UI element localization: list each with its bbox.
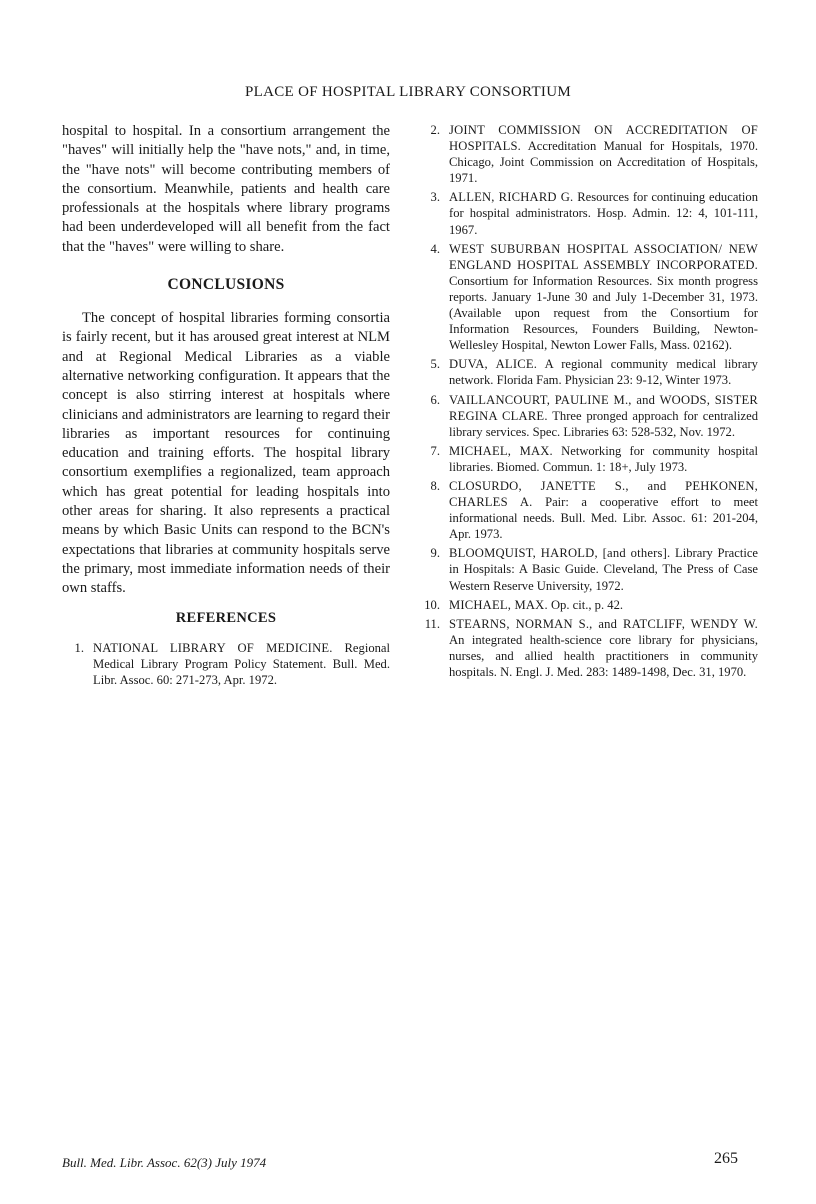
reference-number: 3.	[430, 190, 440, 205]
reference-text: Pair: a cooperative effort to meet informational needs. Bull. Med. Libr. Assoc. 61: 201-204, Apr. 1973.	[449, 495, 759, 542]
reference-item	[418, 478, 758, 542]
reference-author: MICHAEL, MAX.	[449, 597, 548, 612]
reference-item	[418, 241, 758, 354]
reference-item	[418, 356, 758, 388]
reference-author: ALLEN, RICHARD G.	[449, 190, 574, 205]
reference-author: WEST SUBURBAN HOSPITAL ASSOCIATION/ NEW ENGLAND HOSPITAL ASSEMBLY INCORPORATED.	[449, 241, 758, 272]
reference-number: 4.	[430, 241, 440, 256]
reference-item	[62, 640, 390, 688]
conclusions-paragraph: The concept of hospital libraries forming consortia is fairly recent, but it has aroused great interest at NLM and at Regional Medical Libraries as a viable alternative networking configuration. It appears that the concept is also stirring interest at hospitals where clinicians and administrators are learning to regard their libraries as important resources for continuing education and training efforts. The hospital library consortium exemplifies a regionalized, team approach which has great potential for leading hospitals into other areas for sharing. It also represents a practical means by which Basic Units can respond to the BCN's expectations that libraries at community hospitals serve the primary, most immediate information needs of their own staffs.	[62, 310, 390, 597]
reference-number: 10.	[424, 597, 440, 612]
reference-number: 5.	[430, 357, 440, 372]
references-heading: REFERENCES	[175, 609, 277, 626]
reference-item	[418, 545, 758, 593]
reference-number: 6.	[430, 392, 440, 407]
journal-citation: Bull. Med. Libr. Assoc. 62(3) July 1974	[62, 1155, 267, 1170]
reference-author: VAILLANCOURT, PAULINE M., and WOODS, SISTER REGINA CLARE.	[449, 392, 758, 423]
reference-text: Resources for continuing education for hospital administrators. Hosp. Admin. 12: 4, 101-111, 1967.	[449, 190, 758, 237]
conclusions-heading: CONCLUSIONS	[167, 276, 285, 294]
reference-text: Consortium for Information Resources. Six month progress reports. January 1-June 30 and July 1-December 31, 1973. (Available upon request from the Consortium for Information Resources, Founders Building, Newton-Wellesley Hospital, Newton Lower Falls, Mass. 02162).	[449, 273, 758, 353]
reference-author: NATIONAL LIBRARY OF MEDICINE.	[93, 640, 333, 655]
reference-text: Accreditation Manual for Hospitals, 1970. Chicago, Joint Commission on Accreditation of Hospitals, 1971.	[449, 139, 758, 186]
left-column	[62, 122, 390, 690]
reference-author: MICHAEL, MAX.	[449, 443, 553, 458]
reference-text: Library Practice in Hospitals: A Basic Guide. Cleveland, The Press of Case Western Reserve University, 1972.	[449, 546, 758, 593]
reference-item	[418, 443, 758, 475]
reference-text: An integrated health-science core library for physicians, nurses, and allied health practitioners in community hospitals. N. Engl. J. Med. 283: 1489-1498, Dec. 31, 1970.	[449, 632, 758, 679]
reference-number: 11.	[424, 616, 440, 631]
reference-text: Regional Medical Library Program Policy Statement. Bull. Med. Libr. Assoc. 60: 271-273, Apr. 1972.	[93, 640, 390, 687]
reference-author: BLOOMQUIST, HAROLD, [and others].	[449, 546, 671, 561]
intro-paragraph: hospital to hospital. In a consortium arrangement the "haves" will initially help the "have nots," and, in time, the "have nots" will become contributing members of the consortium. Meanwhile, patients and health care professionals at the hospitals where library programs had been underdeveloped will all benefit from the fact that the "haves" were willing to share.	[62, 123, 390, 255]
reference-author: CLOSURDO, JANETTE S., and PEHKONEN, CHARLES A.	[449, 478, 758, 510]
reference-text: Networking for community hospital libraries. Biomed. Commun. 1: 18+, July 1973.	[449, 443, 758, 474]
reference-text: Op. cit., p. 42.	[547, 597, 624, 612]
reference-item	[418, 122, 758, 186]
reference-author: JOINT COMMISSION ON ACCREDITATION OF HOSPITALS.	[449, 123, 758, 154]
reference-number: 8.	[430, 478, 440, 493]
reference-item	[418, 392, 758, 440]
page-number: 265	[714, 1150, 738, 1167]
reference-item	[418, 616, 758, 680]
right-column	[418, 122, 758, 683]
reference-text: A regional community medical library network. Florida Fam. Physician 23: 9-12, Winter 1973.	[449, 357, 758, 388]
reference-item	[418, 189, 758, 237]
reference-number: 2.	[430, 123, 440, 137]
running-head: PLACE OF HOSPITAL LIBRARY CONSORTIUM	[245, 84, 571, 100]
reference-author: DUVA, ALICE.	[449, 357, 538, 372]
reference-number: 1.	[74, 640, 84, 655]
reference-author: STEARNS, NORMAN S., and RATCLIFF, WENDY W.	[449, 616, 758, 631]
reference-number: 7.	[430, 443, 440, 458]
reference-number: 9.	[430, 546, 440, 561]
reference-text: Three pronged approach for centralized library services. Spec. Libraries 63: 528-532, Nov. 1972.	[449, 408, 758, 439]
reference-item	[418, 597, 758, 613]
